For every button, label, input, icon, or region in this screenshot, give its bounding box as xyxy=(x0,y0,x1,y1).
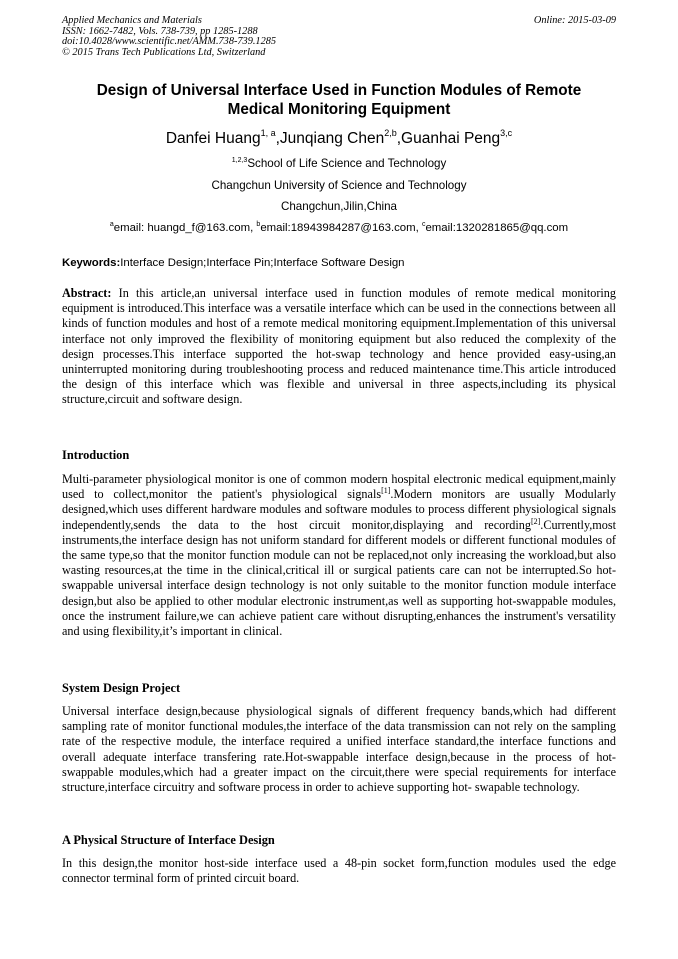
paper-title xyxy=(62,81,616,119)
introduction-section xyxy=(62,448,616,639)
title-line-1: Design of Universal Interface Used in Function Modules of Remote xyxy=(96,82,582,99)
author-2-name: ,Junqiang Chen xyxy=(275,130,385,147)
physical-structure-paragraph: In this design,the monitor host-side interface used a 48-pin socket form,function modules used the edge connector terminal form of printed circuit board. xyxy=(62,856,616,886)
abstract-text: In this article,an universal interface used in function modules of remote medical monitoring equipment is introduced.This interface was a versatile interface which can be used in the connections between all kinds of function modules and host of a remote medical monitoring equipment.Implementation of this universal interface not only improved the flexibility of monitoring equipment but also reduced the complexity of the design processes.This interface supported the hot-swap technology and hence provided easy-using,an uninterrupted monitoring during troubleshooting process and reduced maintenance time.This article introduced the design of this interface which was flexible and universal in three aspects,including its physical structure,circuit and software design. xyxy=(62,286,616,407)
keywords-text: Interface Design;Interface Pin;Interface Software Design xyxy=(120,257,405,269)
copyright-line: © 2015 Trans Tech Publications Ltd, Switzerland xyxy=(62,46,266,58)
author-1-name: Danfei Huang xyxy=(165,130,261,147)
author-1-sup: 1, a xyxy=(260,128,276,138)
physical-structure-heading: A Physical Structure of Interface Design xyxy=(62,833,275,847)
citation-1: [1] xyxy=(381,486,391,496)
journal-header xyxy=(62,16,616,58)
email-sup-c: c xyxy=(421,221,426,228)
email-line xyxy=(62,221,616,235)
email-b: email:18943984287@163.com, xyxy=(260,222,422,234)
system-design-heading: System Design Project xyxy=(62,681,181,695)
email-a: email: huangd_f@163.com, xyxy=(113,222,257,234)
author-2-sup: 2,b xyxy=(384,128,397,138)
physical-structure-section xyxy=(62,833,616,886)
keywords-label: Keywords: xyxy=(62,257,121,269)
email-sup-b: b xyxy=(256,221,261,228)
online-date: Online: 2015-03-09 xyxy=(533,15,616,26)
affiliation-university: Changchun University of Science and Technology xyxy=(211,179,467,192)
issn-line: ISSN: 1662-7482, Vols. 738-739, pp 1285-1288 xyxy=(62,25,258,37)
author-list xyxy=(62,130,616,148)
abstract-paragraph xyxy=(62,286,616,408)
system-design-paragraph: Universal interface design,because physiological signals of different frequency bands,which had different sampling rate of monitor functional modules,the interface of the data transmission can not rely on the sampling rate of the respective module, the interface required a unified interface standard,the interface functions and overall adequate interface transfering rate.Hot-swappable interface design,because in the process of hot-swappable modules,which had a greater impact on the circuit,there were special requirements for interface structure,interface circuitry and software process in order to achieve supporting hot- swapable technology. xyxy=(62,704,616,795)
keywords-line xyxy=(62,256,616,270)
journal-name: Applied Mechanics and Materials xyxy=(62,15,202,26)
author-3-sup: 3,c xyxy=(500,128,513,138)
intro-text-2: .Modern monitors are usually Modularly designed,which uses different hardware modules and software modules to process different physiological signals independently,sends the data to the host circuit monitor,displaying and recording xyxy=(62,487,616,532)
introduction-paragraph xyxy=(62,472,616,639)
system-design-section xyxy=(62,681,616,795)
abstract-section xyxy=(62,286,616,408)
intro-text-3: .Currently,most instruments,the interface design has not uniform standard for different models or different functional modules of the same type,so that the monitor function module can not be replaced,not only increasing the workload,but also wasting resources,at the time in the clinical,critical ill or surgical patients care can not be interrupted.So hot-swappable universal interface design technology is not only suitable to the monitor function module interface design,but also be applied to other modular electronic instrument,as well as supporting hot-swappable modules, once the instrument failure,we can achieve patient care without disrupting,enhances the instrument's versatility and using flexibility,it’s important in clinical. xyxy=(62,517,616,639)
author-3-name: ,Guanhai Peng xyxy=(396,130,501,147)
intro-text-1: Multi-parameter physiological monitor is one of common modern hospital electronic medical equipment,mainly used to collect,monitor the patient's physiological signals xyxy=(62,472,616,502)
school-name: School of Life Science and Technology xyxy=(247,157,447,170)
citation-2: [2] xyxy=(530,516,541,526)
email-sup-a: a xyxy=(109,221,114,228)
email-c: email:1320281865@qq.com xyxy=(425,222,569,234)
introduction-heading: Introduction xyxy=(62,448,130,462)
affiliation-school xyxy=(62,157,616,171)
affiliation-city: Changchun,Jilin,China xyxy=(280,200,397,213)
abstract-label: Abstract: xyxy=(62,286,112,300)
title-line-2: Medical Monitoring Equipment xyxy=(227,101,451,118)
affiliation-sup: 1,2,3 xyxy=(231,157,248,164)
doi-line: doi:10.4028/www.scientific.net/AMM.738-739.1285 xyxy=(62,36,277,48)
